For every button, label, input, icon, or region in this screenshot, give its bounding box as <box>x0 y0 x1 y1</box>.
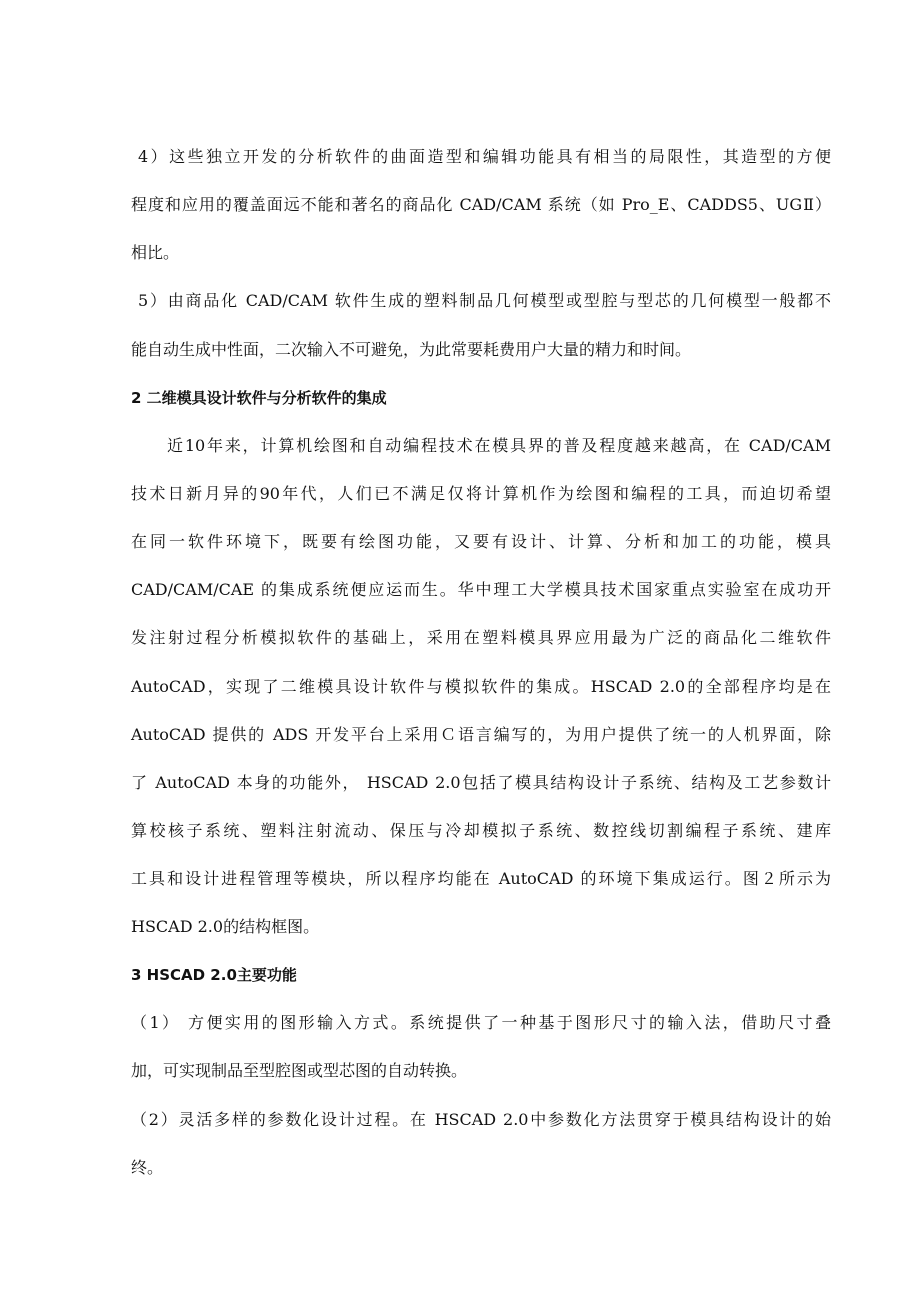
section-2-para-line-1: 近10年来，计算机绘图和自动编程技术在模具界的普及程度越来越高，在 CAD/CAM <box>167 436 831 455</box>
section-2-para-line-4: CAD/CAM/CAE 的集成系统便应运而生。华中理工大学模具技术国家重点实验室在成功开 <box>131 580 831 599</box>
item-2-line-2: 终。 <box>131 1158 164 1177</box>
paragraph-4-line-2: 程度和应用的覆盖面远不能和著名的商品化 CAD/CAM 系统（如 Pro_E、CADDS5、UGⅡ） <box>131 195 831 214</box>
section-3-heading: 3 HSCAD 2.0主要功能 <box>131 966 297 984</box>
section-2-para-line-7: AutoCAD 提供的 ADS 开发平台上采用Ｃ语言编写的，为用户提供了统一的人机界面，除 <box>131 725 831 744</box>
section-2-para-line-8: 了 AutoCAD 本身的功能外， HSCAD 2.0包括了模具结构设计子系统、结构及工艺参数计 <box>131 773 831 792</box>
section-2-heading: 2 二维模具设计软件与分析软件的集成 <box>131 389 387 407</box>
section-2-para-line-6: AutoCAD，实现了二维模具设计软件与模拟软件的集成。HSCAD 2.0的全部程序均是在 <box>131 677 831 696</box>
item-1-line-1: （1） 方便实用的图形输入方式。系统提供了一种基于图形尺寸的输入法，借助尺寸叠 <box>131 1013 831 1032</box>
item-1-line-2: 加，可实现制品至型腔图或型芯图的自动转换。 <box>131 1061 468 1080</box>
section-2-para-line-3: 在同一软件环境下，既要有绘图功能，又要有设计、计算、分析和加工的功能，模具 <box>131 532 831 551</box>
section-2-para-line-5: 发注射过程分析模拟软件的基础上，采用在塑料模具界应用最为广泛的商品化二维软件 <box>131 628 831 647</box>
section-2-para-line-10: 工具和设计进程管理等模块，所以程序均能在 AutoCAD 的环境下集成运行。图２所示为 <box>131 869 831 888</box>
item-2-line-1: （2）灵活多样的参数化设计过程。在 HSCAD 2.0中参数化方法贯穿于模具结构设计的始 <box>131 1110 831 1129</box>
paragraph-5-line-2: 能自动生成中性面，二次输入不可避免，为此常要耗费用户大量的精力和时间。 <box>131 340 692 359</box>
paragraph-4-line-1: 4）这些独立开发的分析软件的曲面造型和编辑功能具有相当的局限性，其造型的方便 <box>138 147 831 166</box>
paragraph-5-line-1: 5）由商品化 CAD/CAM 软件生成的塑料制品几何模型或型腔与型芯的几何模型一般都不 <box>138 291 831 310</box>
paragraph-4-line-3: 相比。 <box>131 243 180 262</box>
section-2-para-line-2: 技术日新月异的90年代，人们已不满足仅将计算机作为绘图和编程的工具，而迫切希望 <box>131 484 831 503</box>
section-2-para-line-9: 算校核子系统、塑料注射流动、保压与冷却模拟子系统、数控线切割编程子系统、建库 <box>131 821 831 840</box>
section-2-para-line-11: HSCAD 2.0的结构框图。 <box>131 917 320 936</box>
